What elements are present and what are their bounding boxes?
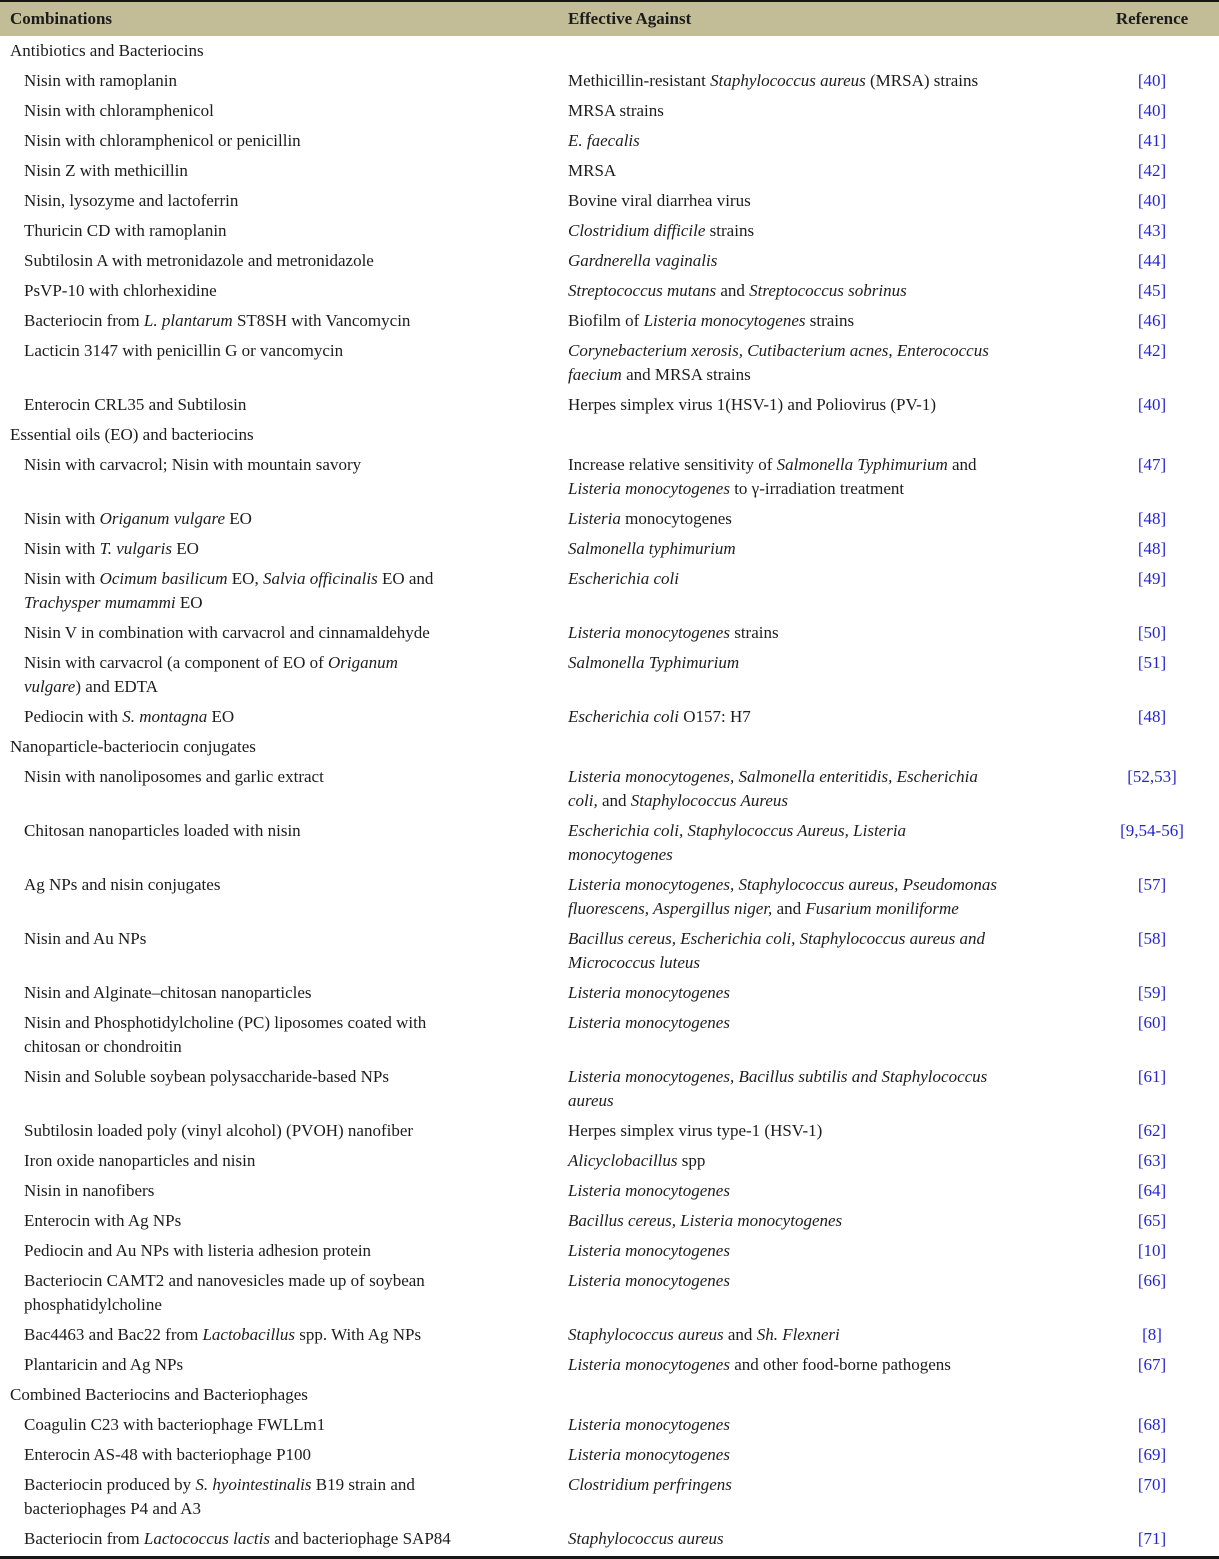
- combination-cell: Bacteriocin from Lactococcus lactis and bacteriophage SAP84: [24, 1529, 451, 1548]
- reference-link[interactable]: [51]: [1137, 653, 1167, 672]
- effective-against-cell: Listeria monocytogenes: [568, 1013, 730, 1032]
- reference-link[interactable]: [48]: [1137, 539, 1167, 558]
- reference-link[interactable]: [48]: [1137, 707, 1167, 726]
- reference-link[interactable]: [70]: [1137, 1475, 1167, 1494]
- effective-against-cell: Salmonella Typhimurium: [568, 653, 740, 672]
- effective-against-cell: Listeria monocytogenes, Bacillus subtilis and Staphylococcus aureus: [568, 1067, 988, 1110]
- table-row: [0, 978, 1219, 1008]
- reference-link[interactable]: [61]: [1137, 1067, 1167, 1086]
- column-header-reference: Reference: [1115, 9, 1189, 28]
- combination-cell: Bacteriocin from L. plantarum ST8SH with Vancomycin: [24, 311, 411, 330]
- reference-link[interactable]: [66]: [1137, 1271, 1167, 1290]
- table-row: [0, 1062, 1219, 1116]
- section-header: Combined Bacteriocins and Bacteriophages: [10, 1385, 308, 1404]
- effective-against-cell: Herpes simplex virus type-1 (HSV-1): [568, 1121, 823, 1140]
- combination-cell: Enterocin CRL35 and Subtilosin: [24, 395, 247, 414]
- table-row: [0, 390, 1219, 420]
- effective-against-cell: Listeria monocytogenes, Staphylococcus aureus, Pseudomonas fluorescens, Aspergillus niger, and Fusarium moniliforme: [568, 875, 998, 918]
- table-body: [0, 36, 1219, 1556]
- combination-cell: Nisin and Alginate–chitosan nanoparticles: [24, 983, 312, 1002]
- reference-link[interactable]: [8]: [1142, 1325, 1162, 1344]
- table-row: [0, 702, 1219, 732]
- table-row: [0, 870, 1219, 924]
- table-row: [0, 1206, 1219, 1236]
- reference-link[interactable]: [46]: [1137, 311, 1167, 330]
- table-row: [0, 504, 1219, 534]
- reference-link[interactable]: [52,53]: [1127, 767, 1177, 786]
- effective-against-cell: Clostridium difficile strains: [568, 221, 755, 240]
- section-row: [0, 1380, 1219, 1410]
- combination-cell: Nisin with carvacrol; Nisin with mountain savory: [24, 455, 362, 474]
- column-header-combinations: Combinations: [10, 9, 113, 28]
- effective-against-cell: Bacillus cereus, Listeria monocytogenes: [568, 1211, 843, 1230]
- combination-cell: Nisin Z with methicillin: [24, 161, 188, 180]
- effective-against-cell: Clostridium perfringens: [568, 1475, 732, 1494]
- table-row: [0, 1008, 1219, 1062]
- table-row: [0, 618, 1219, 648]
- section-row: [0, 420, 1219, 450]
- reference-link[interactable]: [40]: [1137, 395, 1167, 414]
- table-row: [0, 450, 1219, 504]
- effective-against-cell: Listeria monocytogenes and other food-borne pathogens: [568, 1355, 951, 1374]
- section-row: [0, 732, 1219, 762]
- section-header: Essential oils (EO) and bacteriocins: [10, 425, 254, 444]
- reference-link[interactable]: [50]: [1137, 623, 1167, 642]
- combination-cell: Nisin with chloramphenicol or penicillin: [24, 131, 301, 150]
- effective-against-cell: Escherichia coli, Staphylococcus Aureus, Listeria monocytogenes: [568, 821, 907, 864]
- table-row: [0, 1266, 1219, 1320]
- reference-link[interactable]: [40]: [1137, 71, 1167, 90]
- effective-against-cell: Escherichia coli O157: H7: [568, 707, 751, 726]
- table-row: [0, 1146, 1219, 1176]
- reference-link[interactable]: [9,54-56]: [1120, 821, 1184, 840]
- reference-link[interactable]: [62]: [1137, 1121, 1167, 1140]
- reference-link[interactable]: [44]: [1137, 251, 1167, 270]
- effective-against-cell: Listeria monocytogenes: [568, 1271, 730, 1290]
- combination-cell: Thuricin CD with ramoplanin: [24, 221, 227, 240]
- table-row: [0, 156, 1219, 186]
- table-row: [0, 1176, 1219, 1206]
- reference-link[interactable]: [41]: [1137, 131, 1167, 150]
- table-row: [0, 1440, 1219, 1470]
- reference-link[interactable]: [40]: [1137, 101, 1167, 120]
- table-row: [0, 648, 1219, 702]
- effective-against-cell: Listeria monocytogenes: [568, 1181, 730, 1200]
- table-row: [0, 1470, 1219, 1524]
- reference-link[interactable]: [57]: [1137, 875, 1167, 894]
- table-row: [0, 186, 1219, 216]
- table-row: [0, 336, 1219, 390]
- table-row: [0, 924, 1219, 978]
- reference-link[interactable]: [47]: [1137, 455, 1167, 474]
- reference-link[interactable]: [69]: [1137, 1445, 1167, 1464]
- effective-against-cell: Increase relative sensitivity of Salmonella Typhimurium and Listeria monocytogenes to γ-irradiation treatment: [568, 455, 977, 498]
- combination-cell: Nisin with chloramphenicol: [24, 101, 214, 120]
- effective-against-cell: Listeria monocytogenes: [568, 1241, 730, 1260]
- reference-link[interactable]: [43]: [1137, 221, 1167, 240]
- effective-against-cell: Streptococcus mutans and Streptococcus sobrinus: [568, 281, 907, 300]
- effective-against-cell: Alicyclobacillus spp: [568, 1151, 706, 1170]
- effective-against-cell: Listeria monocytogenes, Salmonella enteritidis, Escherichia coli, and Staphylococcus Aureus: [568, 767, 978, 810]
- combination-cell: Nisin with carvacrol (a component of EO of Origanum vulgare) and EDTA: [24, 653, 398, 696]
- combination-cell: Coagulin C23 with bacteriophage FWLLm1: [24, 1415, 326, 1434]
- table-row: [0, 1350, 1219, 1380]
- combination-cell: Enterocin AS-48 with bacteriophage P100: [24, 1445, 312, 1464]
- combination-cell: Nisin with ramoplanin: [24, 71, 177, 90]
- reference-link[interactable]: [59]: [1137, 983, 1167, 1002]
- table-row: [0, 1236, 1219, 1266]
- combination-cell: Ag NPs and nisin conjugates: [24, 875, 221, 894]
- combination-cell: PsVP-10 with chlorhexidine: [24, 281, 217, 300]
- effective-against-cell: E. faecalis: [568, 131, 640, 150]
- reference-link[interactable]: [10]: [1137, 1241, 1167, 1260]
- table-row: [0, 816, 1219, 870]
- combination-cell: Pediocin and Au NPs with listeria adhesion protein: [24, 1241, 372, 1260]
- effective-against-cell: Methicillin-resistant Staphylococcus aureus (MRSA) strains: [568, 71, 979, 90]
- effective-against-cell: Bacillus cereus, Escherichia coli, Staphylococcus aureus and Micrococcus luteus: [568, 929, 986, 972]
- table-row: [0, 96, 1219, 126]
- combination-cell: Enterocin with Ag NPs: [24, 1211, 182, 1230]
- column-header-effective-against: Effective Against: [568, 9, 692, 28]
- table-header-row: [0, 2, 1219, 36]
- combination-cell: Nisin with Ocimum basilicum EO, Salvia officinalis EO and Trachysper mumammi EO: [24, 569, 434, 612]
- effective-against-cell: Salmonella typhimurium: [568, 539, 736, 558]
- table-row: [0, 1524, 1219, 1554]
- reference-link[interactable]: [71]: [1137, 1529, 1167, 1548]
- combination-cell: Nisin and Soluble soybean polysaccharide-based NPs: [24, 1067, 389, 1086]
- table-row: [0, 1410, 1219, 1440]
- reference-link[interactable]: [65]: [1137, 1211, 1167, 1230]
- reference-link[interactable]: [45]: [1137, 281, 1167, 300]
- effective-against-cell: Herpes simplex virus 1(HSV-1) and Poliovirus (PV-1): [568, 395, 937, 414]
- combination-cell: Iron oxide nanoparticles and nisin: [24, 1151, 256, 1170]
- effective-against-cell: Staphylococcus aureus: [568, 1529, 724, 1548]
- combination-cell: Bacteriocin CAMT2 and nanovesicles made up of soybean phosphatidylcholine: [24, 1271, 425, 1314]
- combination-cell: Plantaricin and Ag NPs: [24, 1355, 184, 1374]
- reference-link[interactable]: [60]: [1137, 1013, 1167, 1032]
- reference-link[interactable]: [68]: [1137, 1415, 1167, 1434]
- section-row: [0, 36, 1219, 66]
- table-row: [0, 534, 1219, 564]
- reference-link[interactable]: [40]: [1137, 191, 1167, 210]
- effective-against-cell: Escherichia coli: [568, 569, 679, 588]
- effective-against-cell: Corynebacterium xerosis, Cutibacterium acnes, Enterococcus faecium and MRSA strains: [568, 341, 989, 384]
- effective-against-cell: Listeria monocytogenes: [568, 983, 730, 1002]
- effective-against-cell: Listeria monocytogenes strains: [568, 623, 779, 642]
- effective-against-cell: Bovine viral diarrhea virus: [568, 191, 751, 210]
- reference-link[interactable]: [58]: [1137, 929, 1167, 948]
- effective-against-cell: Listeria monocytogenes: [568, 1445, 730, 1464]
- table-row: [0, 216, 1219, 246]
- table-row: [0, 564, 1219, 618]
- table-row: [0, 306, 1219, 336]
- effective-against-cell: MRSA: [568, 161, 617, 180]
- reference-link[interactable]: [42]: [1137, 161, 1167, 180]
- reference-link[interactable]: [64]: [1137, 1181, 1167, 1200]
- effective-against-cell: Gardnerella vaginalis: [568, 251, 718, 270]
- combination-cell: Chitosan nanoparticles loaded with nisin: [24, 821, 301, 840]
- combination-cell: Bacteriocin produced by S. hyointestinalis B19 strain and bacteriophages P4 and A3: [24, 1475, 415, 1518]
- reference-link[interactable]: [48]: [1137, 509, 1167, 528]
- combination-cell: Lacticin 3147 with penicillin G or vancomycin: [24, 341, 344, 360]
- section-header: Nanoparticle-bacteriocin conjugates: [10, 737, 256, 756]
- effective-against-cell: MRSA strains: [568, 101, 664, 120]
- reference-link[interactable]: [63]: [1137, 1151, 1167, 1170]
- combination-cell: Subtilosin A with metronidazole and metronidazole: [24, 251, 374, 270]
- table-row: [0, 1320, 1219, 1350]
- table-row: [0, 1116, 1219, 1146]
- combination-cell: Nisin and Au NPs: [24, 929, 147, 948]
- combination-cell: Bac4463 and Bac22 from Lactobacillus spp. With Ag NPs: [24, 1325, 422, 1344]
- effective-against-cell: Listeria monocytogenes: [568, 509, 732, 528]
- reference-link[interactable]: [42]: [1137, 341, 1167, 360]
- table-row: [0, 276, 1219, 306]
- combination-cell: Nisin, lysozyme and lactoferrin: [24, 191, 239, 210]
- reference-link[interactable]: [67]: [1137, 1355, 1167, 1374]
- combination-cell: Nisin with T. vulgaris EO: [24, 539, 199, 558]
- effective-against-cell: Staphylococcus aureus and Sh. Flexneri: [568, 1325, 840, 1344]
- table-row: [0, 762, 1219, 816]
- combination-cell: Nisin with Origanum vulgare EO: [24, 509, 252, 528]
- effective-against-cell: Biofilm of Listeria monocytogenes strains: [568, 311, 855, 330]
- table-row: [0, 66, 1219, 96]
- combination-cell: Nisin in nanofibers: [24, 1181, 155, 1200]
- section-header: Antibiotics and Bacteriocins: [10, 41, 204, 60]
- combination-cell: Nisin with nanoliposomes and garlic extract: [24, 767, 324, 786]
- combination-cell: Subtilosin loaded poly (vinyl alcohol) (PVOH) nanofiber: [24, 1121, 414, 1140]
- reference-link[interactable]: [49]: [1137, 569, 1167, 588]
- effective-against-cell: Listeria monocytogenes: [568, 1415, 730, 1434]
- combination-cell: Nisin V in combination with carvacrol and cinnamaldehyde: [24, 623, 430, 642]
- table-row: [0, 126, 1219, 156]
- table-row: [0, 246, 1219, 276]
- combination-cell: Nisin and Phosphotidylcholine (PC) liposomes coated with chitosan or chondroitin: [24, 1013, 427, 1056]
- combination-cell: Pediocin with S. montagna EO: [24, 707, 235, 726]
